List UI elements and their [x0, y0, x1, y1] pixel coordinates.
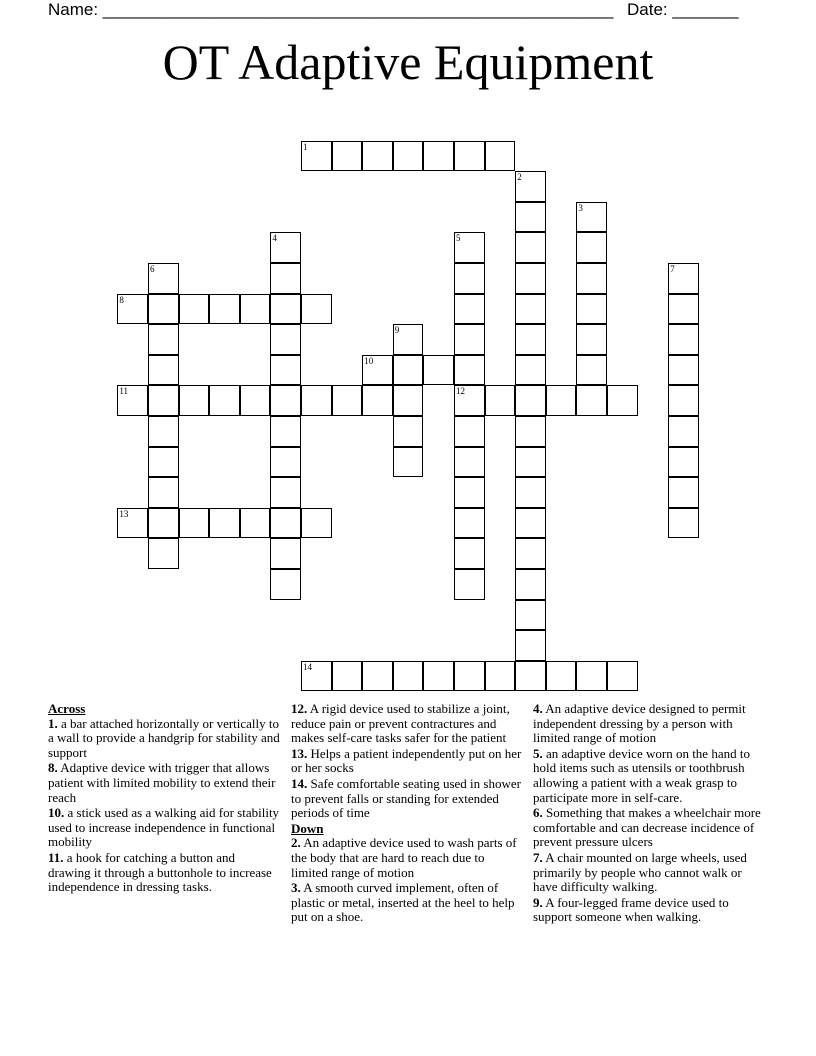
grid-cell[interactable]: [240, 385, 271, 416]
clue-number: 9.: [533, 894, 543, 910]
grid-cell[interactable]: [515, 385, 546, 416]
grid-cell[interactable]: [270, 508, 301, 539]
grid-cell[interactable]: [454, 661, 485, 692]
grid-cell-13[interactable]: [117, 508, 148, 539]
grid-cell[interactable]: [270, 355, 301, 386]
down-clue-list-continued: [533, 702, 765, 925]
grid-cell[interactable]: [209, 508, 240, 539]
grid-cell[interactable]: [270, 477, 301, 508]
clue-number: 5.: [533, 745, 543, 761]
grid-cell[interactable]: [576, 324, 607, 355]
clue-item: [291, 881, 523, 925]
grid-cell[interactable]: [576, 294, 607, 325]
grid-cell-8[interactable]: [117, 294, 148, 325]
clue-number: 14.: [291, 775, 308, 791]
clue-number-label: 14: [303, 661, 312, 672]
across-heading: Across: [48, 701, 86, 716]
clue-text: a hook for catching a button and drawing it through a buttonhole to increase independence in dressing tasks.: [48, 849, 272, 895]
grid-cell[interactable]: [576, 263, 607, 294]
grid-cell[interactable]: [362, 385, 393, 416]
clue-number: 10.: [48, 805, 65, 821]
clue-item: [291, 777, 523, 821]
grid-cell[interactable]: [668, 324, 699, 355]
grid-cell[interactable]: [515, 416, 546, 447]
grid-cell[interactable]: [270, 263, 301, 294]
down-clue-list: [291, 836, 523, 925]
clue-text: an adaptive device worn on the hand to hold items such as utensils or toothbrush allowing a patient with a weak grasp to participate more in self-care.: [533, 745, 750, 805]
clue-number: 8.: [48, 760, 58, 776]
grid-cell[interactable]: [607, 661, 638, 692]
grid-cell[interactable]: [485, 385, 516, 416]
grid-cell[interactable]: [668, 355, 699, 386]
grid-cell[interactable]: [454, 508, 485, 539]
clue-item: [48, 806, 280, 850]
grid-cell[interactable]: [515, 508, 546, 539]
clue-number-label: 3: [578, 202, 583, 213]
clue-item: [533, 896, 765, 925]
grid-cell[interactable]: [668, 508, 699, 539]
grid-cell[interactable]: [393, 141, 424, 172]
grid-cell[interactable]: [423, 141, 454, 172]
grid-cell[interactable]: [393, 385, 424, 416]
grid-cell[interactable]: [668, 477, 699, 508]
grid-cell-3[interactable]: [576, 202, 607, 233]
grid-cell[interactable]: [393, 661, 424, 692]
clue-number: 2.: [291, 835, 301, 851]
clue-number-label: 7: [670, 264, 675, 274]
clue-number-label: 12: [456, 386, 465, 397]
grid-cell[interactable]: [270, 569, 301, 600]
grid-cell[interactable]: [393, 416, 424, 447]
grid-cell[interactable]: [515, 600, 546, 631]
grid-cell[interactable]: [301, 508, 332, 539]
clue-number-label: 11: [119, 386, 129, 397]
clue-item: [291, 702, 523, 746]
grid-cell[interactable]: [209, 294, 240, 325]
grid-cell[interactable]: [454, 416, 485, 447]
grid-cell[interactable]: [454, 355, 485, 386]
grid-cell[interactable]: [454, 447, 485, 478]
grid-cell[interactable]: [148, 538, 179, 569]
date-field[interactable]: Date: _______: [627, 0, 739, 19]
grid-cell-12[interactable]: [454, 385, 485, 416]
clue-text: An adaptive device designed to permit independent dressing by a person with limited range of motion: [533, 701, 746, 746]
page-title: OT Adaptive Equipment: [162, 34, 654, 90]
grid-cell-6[interactable]: [148, 263, 179, 294]
clue-number: 4.: [533, 701, 543, 716]
grid-cell[interactable]: [148, 385, 179, 416]
clues-column-2: [291, 702, 523, 926]
grid-cell[interactable]: [576, 232, 607, 263]
clue-number: 12.: [291, 701, 308, 716]
grid-cell-14[interactable]: [301, 661, 332, 692]
clue-number-label: 4: [272, 233, 277, 244]
grid-cell[interactable]: [148, 477, 179, 508]
grid-cell[interactable]: [362, 141, 393, 172]
grid-cell[interactable]: [148, 294, 179, 325]
grid-cell-4[interactable]: [270, 232, 301, 263]
grid-cell-10[interactable]: [362, 355, 393, 386]
grid-cell[interactable]: [148, 447, 179, 478]
grid-cell[interactable]: [332, 385, 363, 416]
grid-cell[interactable]: [209, 385, 240, 416]
grid-cell-7[interactable]: [668, 263, 699, 294]
grid-cell-11[interactable]: [117, 385, 148, 416]
clue-number: 13.: [291, 745, 308, 761]
clue-item: [533, 851, 765, 895]
grid-cell[interactable]: [423, 661, 454, 692]
grid-cell[interactable]: [362, 661, 393, 692]
grid-cell[interactable]: [515, 661, 546, 692]
grid-cell[interactable]: [576, 661, 607, 692]
clue-item: [533, 806, 765, 850]
clue-item: [48, 851, 280, 895]
clues-column-3: [533, 702, 765, 926]
grid-cell[interactable]: [668, 385, 699, 416]
clue-item: [291, 836, 523, 880]
grid-cell[interactable]: [546, 661, 577, 692]
clue-number: 1.: [48, 715, 58, 731]
grid-cell[interactable]: [515, 263, 546, 294]
clues-column-1: [48, 702, 280, 896]
grid-cell[interactable]: [393, 355, 424, 386]
clue-item: [533, 747, 765, 805]
grid-cell[interactable]: [270, 538, 301, 569]
grid-cell[interactable]: [576, 385, 607, 416]
grid-cell[interactable]: [393, 447, 424, 478]
across-clue-list: [48, 717, 280, 895]
clue-text: Something that makes a wheelchair more comfortable and can decrease incidence of prevent pressure ulcers: [533, 805, 761, 850]
grid-cell[interactable]: [179, 385, 210, 416]
clue-number-label: 2: [517, 172, 522, 183]
grid-cell[interactable]: [179, 294, 210, 325]
grid-cell[interactable]: [454, 324, 485, 355]
grid-cell[interactable]: [515, 232, 546, 263]
clue-item: [533, 702, 765, 746]
grid-cell[interactable]: [454, 263, 485, 294]
grid-cell[interactable]: [270, 294, 301, 325]
grid-cell[interactable]: [270, 385, 301, 416]
grid-cell[interactable]: [148, 324, 179, 355]
grid-cell[interactable]: [668, 416, 699, 447]
clue-number-label: 8: [119, 294, 124, 305]
grid-cell[interactable]: [270, 447, 301, 478]
clue-number-label: 13: [119, 508, 129, 519]
grid-cell[interactable]: [423, 355, 454, 386]
grid-cell[interactable]: [179, 508, 210, 539]
grid-cell[interactable]: [515, 538, 546, 569]
clue-item: [48, 717, 280, 761]
clue-number: 11.: [48, 849, 64, 865]
grid-cell[interactable]: [515, 569, 546, 600]
grid-cell[interactable]: [454, 477, 485, 508]
grid-cell[interactable]: [332, 661, 363, 692]
clue-text: a bar attached horizontally or vertically to a wall to provide a handgrip for stability and support: [48, 715, 280, 760]
grid-cell[interactable]: [454, 141, 485, 172]
grid-cell[interactable]: [240, 294, 271, 325]
grid-cell-9[interactable]: [393, 324, 424, 355]
clue-text: Safe comfortable seating used in shower to prevent falls or standing for extended periods of time: [291, 775, 521, 821]
clue-number-label: 10: [364, 355, 374, 366]
grid-cell[interactable]: [668, 294, 699, 325]
grid-cell[interactable]: [148, 508, 179, 539]
across-clue-list-continued: [291, 702, 523, 821]
grid-cell[interactable]: [515, 294, 546, 325]
grid-cell[interactable]: [485, 661, 516, 692]
grid-cell[interactable]: [301, 385, 332, 416]
clue-item: [291, 747, 523, 776]
grid-cell[interactable]: [454, 569, 485, 600]
clue-text: A four-legged frame device used to support someone when walking.: [533, 894, 729, 925]
grid-cell[interactable]: [515, 355, 546, 386]
clue-number-label: 5: [456, 233, 461, 244]
clue-number-label: 1: [303, 141, 308, 152]
grid-cell-2[interactable]: [515, 171, 546, 202]
clue-text: An adaptive device used to wash parts of the body that are hard to reach due to limited range of motion: [291, 835, 517, 880]
grid-cell[interactable]: [301, 294, 332, 325]
grid-cell[interactable]: [515, 202, 546, 233]
clue-number: 6.: [533, 805, 543, 821]
grid-cell[interactable]: [668, 447, 699, 478]
grid-cell[interactable]: [332, 141, 363, 172]
clue-text: A chair mounted on large wheels, used primarily by people who cannot walk or have difficulty walking.: [533, 849, 747, 895]
grid-cell[interactable]: [515, 324, 546, 355]
clue-text: a stick used as a walking aid for stability used to increase independence in functional mobility: [48, 805, 280, 850]
grid-cell[interactable]: [515, 447, 546, 478]
grid-cell[interactable]: [148, 416, 179, 447]
clue-number-label: 6: [150, 264, 155, 274]
clue-number-label: 9: [394, 325, 400, 336]
grid-cell[interactable]: [485, 141, 516, 172]
grid-cell[interactable]: [270, 324, 301, 355]
grid-cell[interactable]: [546, 385, 577, 416]
grid-cell[interactable]: [607, 385, 638, 416]
clue-number: 7.: [533, 849, 543, 865]
grid-cell[interactable]: [515, 477, 546, 508]
grid-cell[interactable]: [454, 294, 485, 325]
name-field[interactable]: Name: ______________________________________________________: [48, 0, 614, 19]
down-heading: Down: [291, 820, 324, 836]
clue-text: A rigid device used to stabilize a joint, reduce pain or prevent contractures and makes self-care tasks safer for the patient: [291, 701, 510, 746]
grid-cell-5[interactable]: [454, 232, 485, 263]
clue-text: Helps a patient independently put on her or her socks: [291, 745, 522, 776]
grid-cell-1[interactable]: [301, 141, 332, 172]
grid-cell[interactable]: [515, 630, 546, 661]
clue-text: Adaptive device with trigger that allows patient with limited mobility to extend their reach: [48, 760, 276, 805]
grid-cell[interactable]: [240, 508, 271, 539]
grid-cell[interactable]: [270, 416, 301, 447]
grid-cell[interactable]: [454, 538, 485, 569]
clue-text: A smooth curved implement, often of plastic or metal, inserted at the heel to help put on a shoe.: [291, 880, 515, 925]
clue-item: [48, 761, 280, 805]
grid-cell[interactable]: [148, 355, 179, 386]
grid-cell[interactable]: [576, 355, 607, 386]
clue-number: 3.: [291, 880, 301, 896]
